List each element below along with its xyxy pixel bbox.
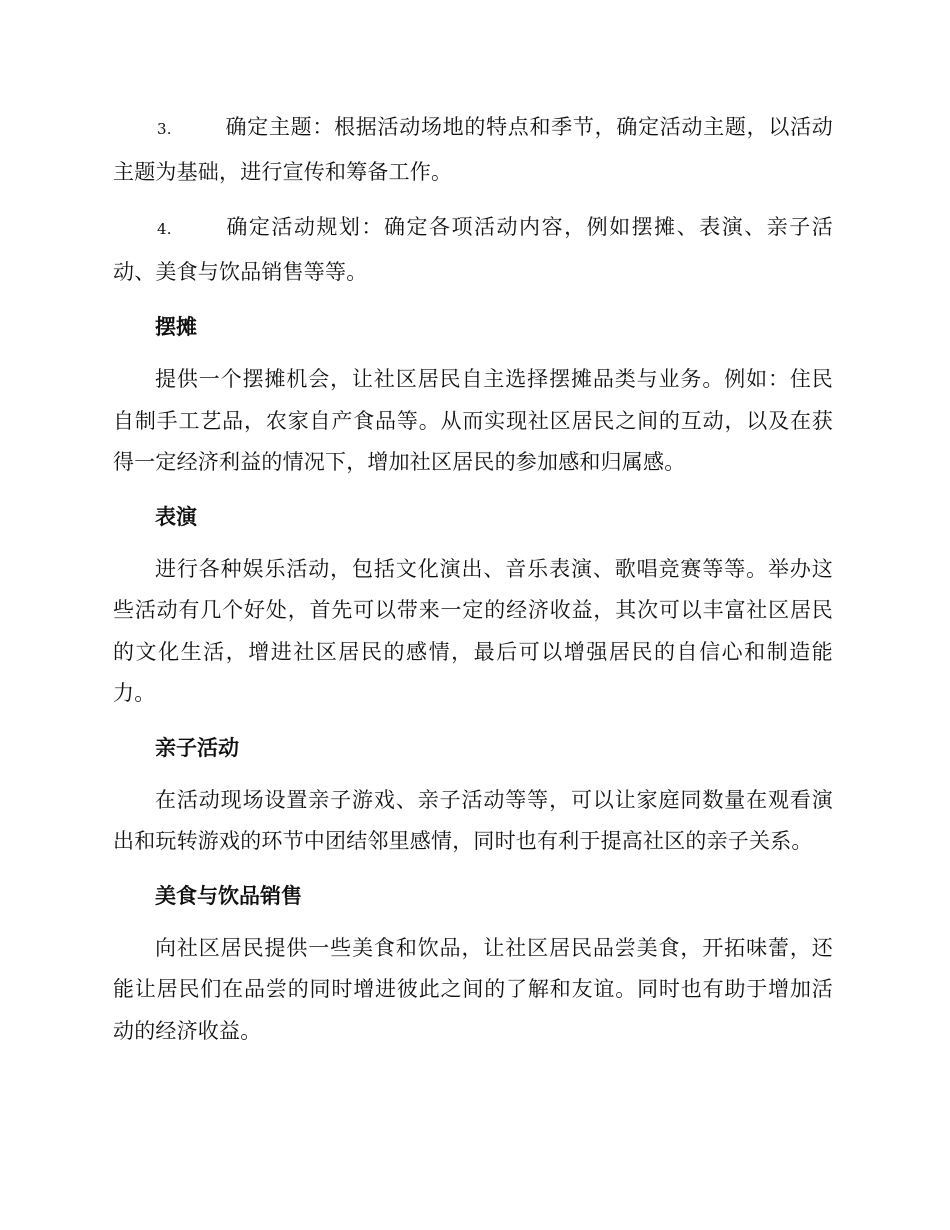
- list-item-text: 确定主题：根据活动场地的特点和季节，确定活动主题，以活动主题为基础，进行宣传和筹备工作。: [113, 115, 833, 184]
- section-heading-performance: 表演: [155, 504, 197, 529]
- section-paragraph-parent-child: 在活动现场设置亲子游戏、亲子活动等等，可以让家庭同数量在观看演出和玩转游戏的环节中团结邻里感情，同时也有利于提高社区的亲子关系。: [113, 787, 833, 853]
- section-paragraph-food-drinks: 向社区居民提供一些美食和饮品，让社区居民品尝美食，开拓味蕾，还能让居民们在品尝的同时增进彼此之间的了解和友谊。同时也有助于增加活动的经济收益。: [113, 935, 833, 1043]
- section-heading-food-drinks: 美食与饮品销售: [155, 883, 302, 908]
- section-heading-stall: 摆摊: [155, 315, 197, 339]
- document-body: [113, 106, 833, 1064]
- section-heading-parent-child: 亲子活动: [155, 735, 239, 760]
- list-item-text: 确定活动规划：确定各项活动内容，例如摆摊、表演、亲子活动、美食与饮品销售等等。: [113, 215, 833, 284]
- list-number: 4.: [157, 220, 172, 238]
- list-item-4: [113, 206, 833, 294]
- section-paragraph-stall: 提供一个摆摊机会，让社区居民自主选择摆摊品类与业务。例如：住民自制手工艺品，农家自产食品等。从而实现社区居民之间的互动，以及在获得一定经济利益的情况下，增加社区居民的参加感和归属感。: [113, 367, 833, 474]
- list-item-3: [113, 106, 833, 194]
- section-paragraph-performance: 进行各种娱乐活动，包括文化演出、音乐表演、歌唱竞赛等等。举办这些活动有几个好处，首先可以带来一定的经济收益，其次可以丰富社区居民的文化生活，增进社区居民的感情，最后可以增强居民的自信心和制造能力。: [113, 556, 833, 705]
- list-number: 3.: [157, 120, 172, 138]
